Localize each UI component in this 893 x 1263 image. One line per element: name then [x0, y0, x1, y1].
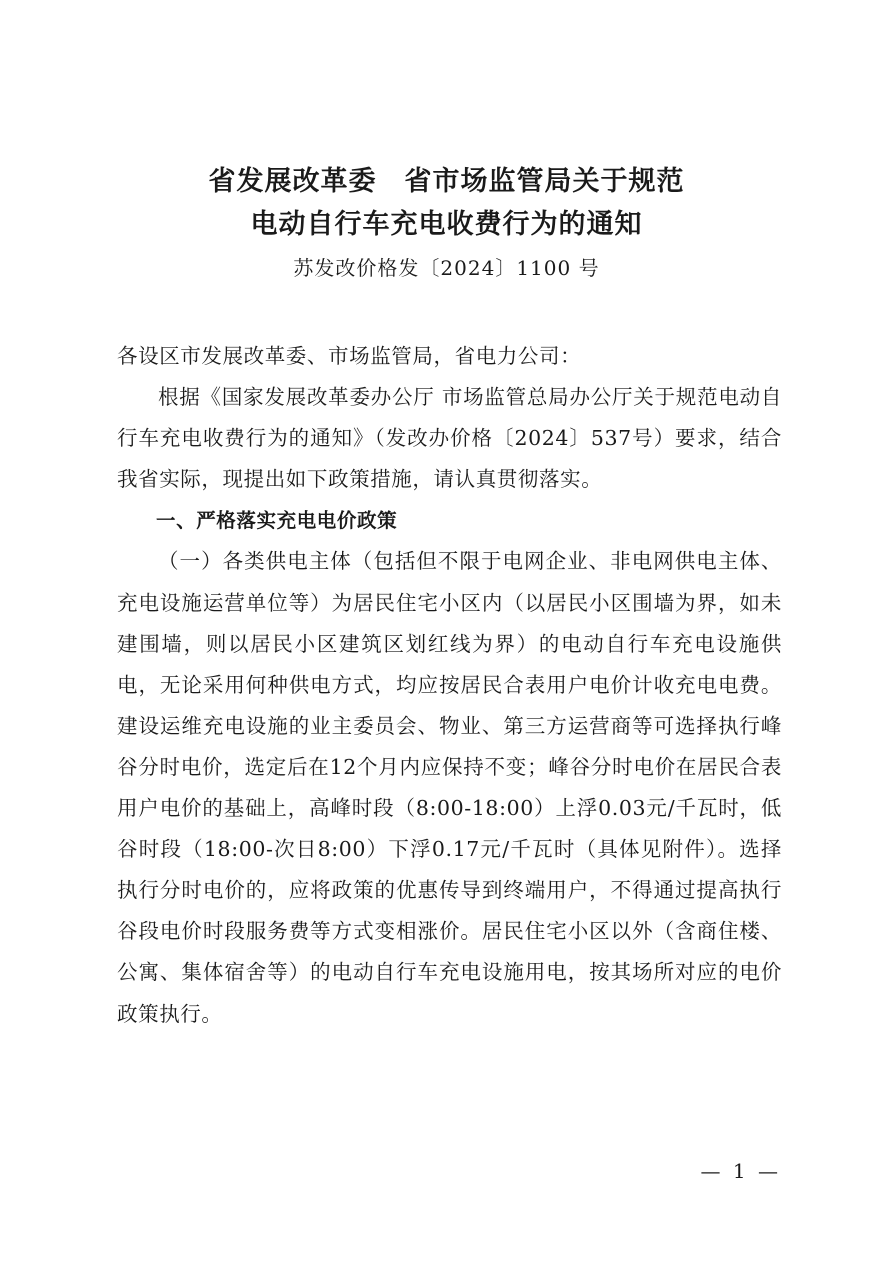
intro-paragraph: 根据《国家发展改革委办公厅 市场监管总局办公厅关于规范电动自行车充电收费行为的通知》（发改办价格〔2024〕537号）要求，结合我省实际，现提出如下政策措施，请认真贯彻落实。	[117, 385, 782, 492]
document-body	[117, 336, 782, 1035]
document-title-line-2: 电动自行车充电收费行为的通知	[250, 209, 643, 240]
salutation: 各设区市发展改革委、市场监管局，省电力公司：	[117, 344, 582, 368]
document-title-line-1: 省发展改革委 省市场监管局关于规范	[208, 166, 685, 197]
section-1-item-1: （一）各类供电主体（包括但不限于电网企业、非电网供电主体、充电设施运营单位等）为居民住宅小区内（以居民小区围墙为界，如未建围墙，则以居民小区建筑区划红线为界）的电动自行车充电设施供电，无论采用何种供电方式，均应按居民合表用户电价计收充电电费。建设运维充电设施的业主委员会、物业、第三方运营商等可选择执行峰谷分时电价，选定后在12个月内应保持不变；峰谷分时电价在居民合表用户电价的基础上，高峰时段（8:00-18:00）上浮0.03元/千瓦时，低谷时段（18:00-次日8:00）下浮0.17元/千瓦时（具体见附件）。选择执行分时电价的，应将政策的优惠传导到终端用户，不得通过提高执行谷段电价时段服务费等方式变相涨价。居民住宅小区以外（含商住楼、公寓、集体宿舍等）的电动自行车充电设施用电，按其场所对应的电价政策执行。	[117, 549, 782, 1026]
page-number: — 1 —	[700, 1159, 781, 1183]
section-heading-1: 一、严格落实充电电价政策	[156, 509, 398, 533]
document-number: 苏发改价格发〔2024〕1100 号	[293, 256, 600, 280]
